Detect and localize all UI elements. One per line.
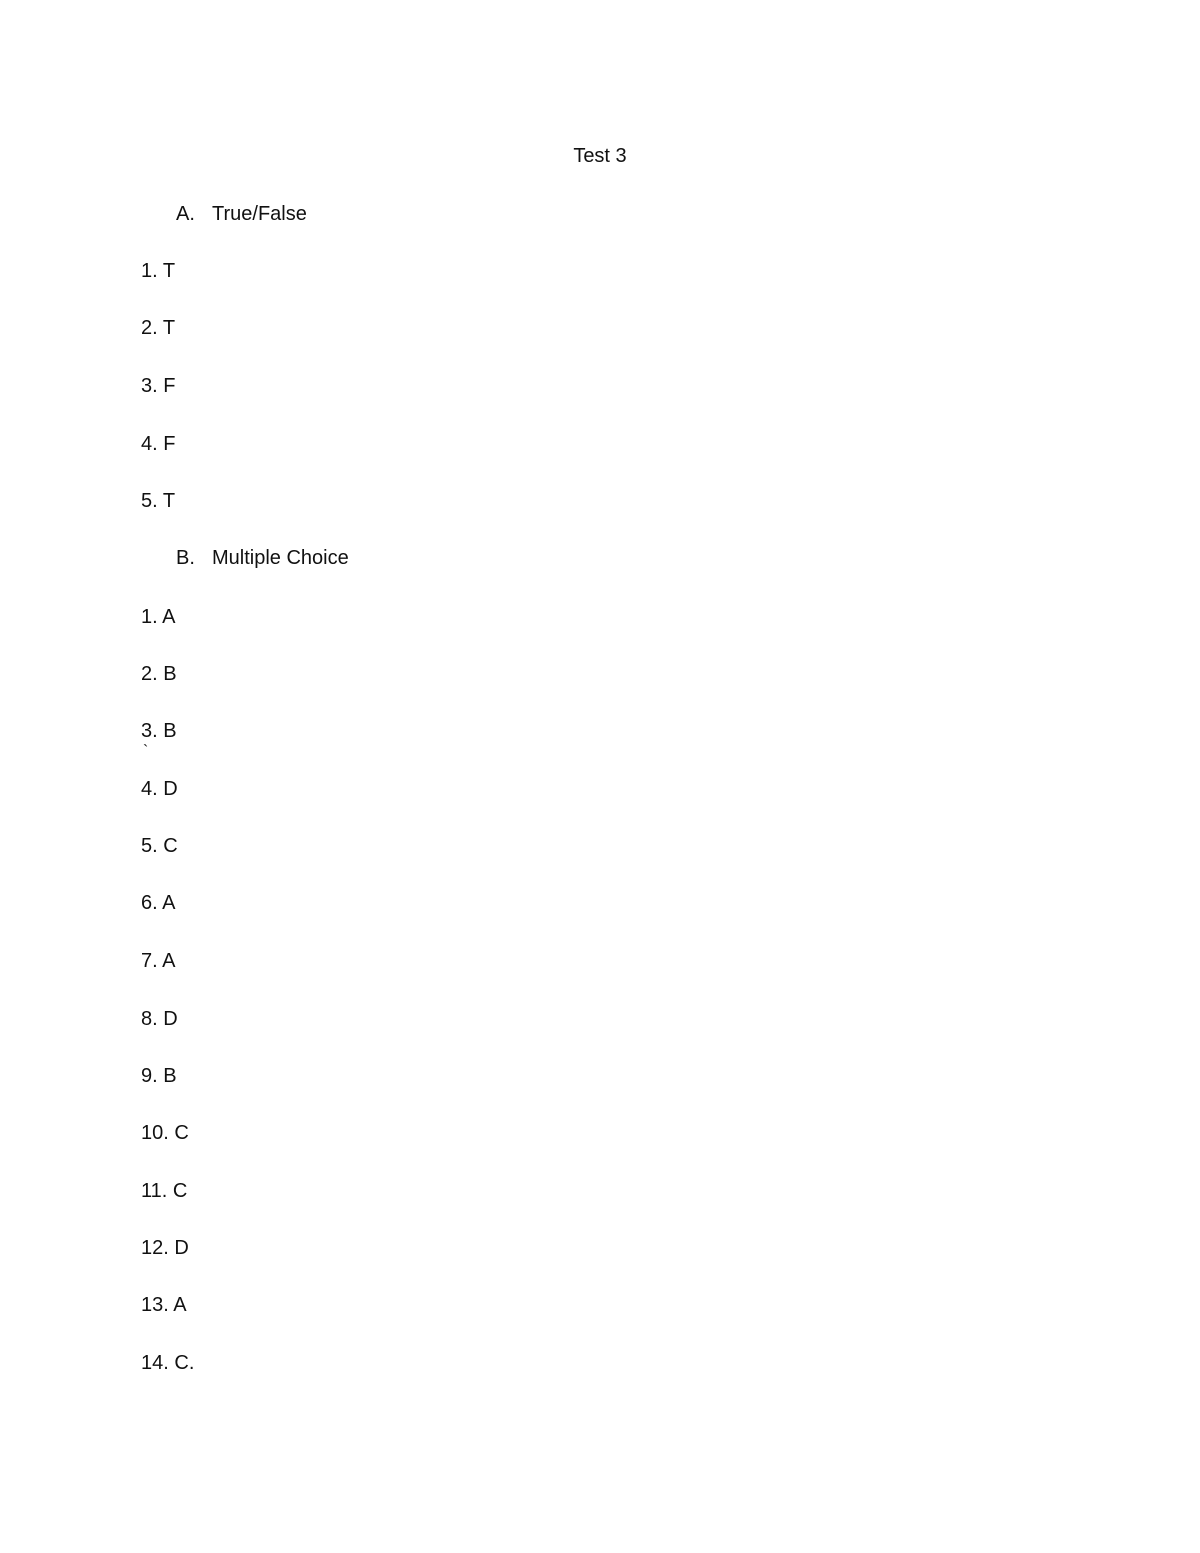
answer-item (141, 948, 175, 974)
answer-value: T (162, 490, 176, 512)
answer-number: 9. (141, 1065, 158, 1087)
answer-number: 10. (141, 1122, 169, 1144)
answer-item (141, 718, 177, 744)
answer-number: 2. (141, 663, 158, 685)
answer-number: 5. (141, 835, 158, 857)
answer-item (141, 1063, 177, 1089)
answer-number: 12. (141, 1237, 169, 1259)
answer-item (141, 315, 175, 341)
answer-item (141, 1292, 187, 1318)
answer-item (141, 431, 175, 457)
answer-number: 14. (141, 1352, 169, 1374)
answer-value: B (163, 1065, 177, 1087)
answer-value: A (162, 606, 176, 628)
answer-item (141, 258, 175, 284)
answer-item (141, 776, 178, 802)
section-letter: A. (176, 203, 195, 225)
answer-number: 1. (141, 606, 158, 628)
section-letter: B. (176, 547, 195, 569)
answer-number: 6. (141, 892, 158, 914)
answer-value: T (162, 317, 176, 339)
answer-number: 4. (141, 433, 158, 455)
answer-number: 13. (141, 1294, 169, 1316)
answer-item (141, 488, 175, 514)
answer-item (141, 1350, 194, 1376)
answer-number: 8. (141, 1008, 158, 1030)
answer-value: C (163, 835, 178, 857)
page-title: Test 3 (573, 145, 627, 167)
answer-value: C. (174, 1352, 195, 1374)
answer-item (141, 1006, 178, 1032)
answer-item (141, 1120, 189, 1146)
answer-number: 1. (141, 260, 158, 282)
answer-number: 3. (141, 720, 158, 742)
answer-value: F (163, 375, 176, 397)
stray-mark: ` (143, 743, 149, 760)
section-title: True/False (212, 203, 307, 225)
answer-item (141, 373, 175, 399)
answer-item (141, 833, 178, 859)
answer-value: C (172, 1180, 188, 1202)
answer-number: 2. (141, 317, 158, 339)
answer-number: 7. (141, 950, 158, 972)
answer-item (141, 1235, 189, 1261)
answer-value: D (174, 1237, 189, 1259)
section-title: Multiple Choice (212, 547, 349, 569)
answer-value: B (163, 720, 177, 742)
answer-item (141, 661, 177, 687)
answer-value: D (163, 1008, 178, 1030)
answer-value: C (174, 1122, 189, 1144)
answer-value: F (163, 433, 176, 455)
answer-value: A (162, 950, 176, 972)
answer-item (141, 890, 175, 916)
answer-value: D (163, 778, 178, 800)
answer-number: 11. (141, 1180, 168, 1202)
section-heading-true-false (176, 201, 307, 227)
answer-value: A (173, 1294, 187, 1316)
answer-value: T (162, 260, 176, 282)
answer-value: B (163, 663, 177, 685)
answer-item (141, 604, 175, 630)
answer-number: 3. (141, 375, 158, 397)
answer-number: 5. (141, 490, 158, 512)
answer-number: 4. (141, 778, 158, 800)
answer-item (141, 1178, 187, 1204)
answer-value: A (162, 892, 176, 914)
section-heading-multiple-choice (176, 545, 349, 571)
